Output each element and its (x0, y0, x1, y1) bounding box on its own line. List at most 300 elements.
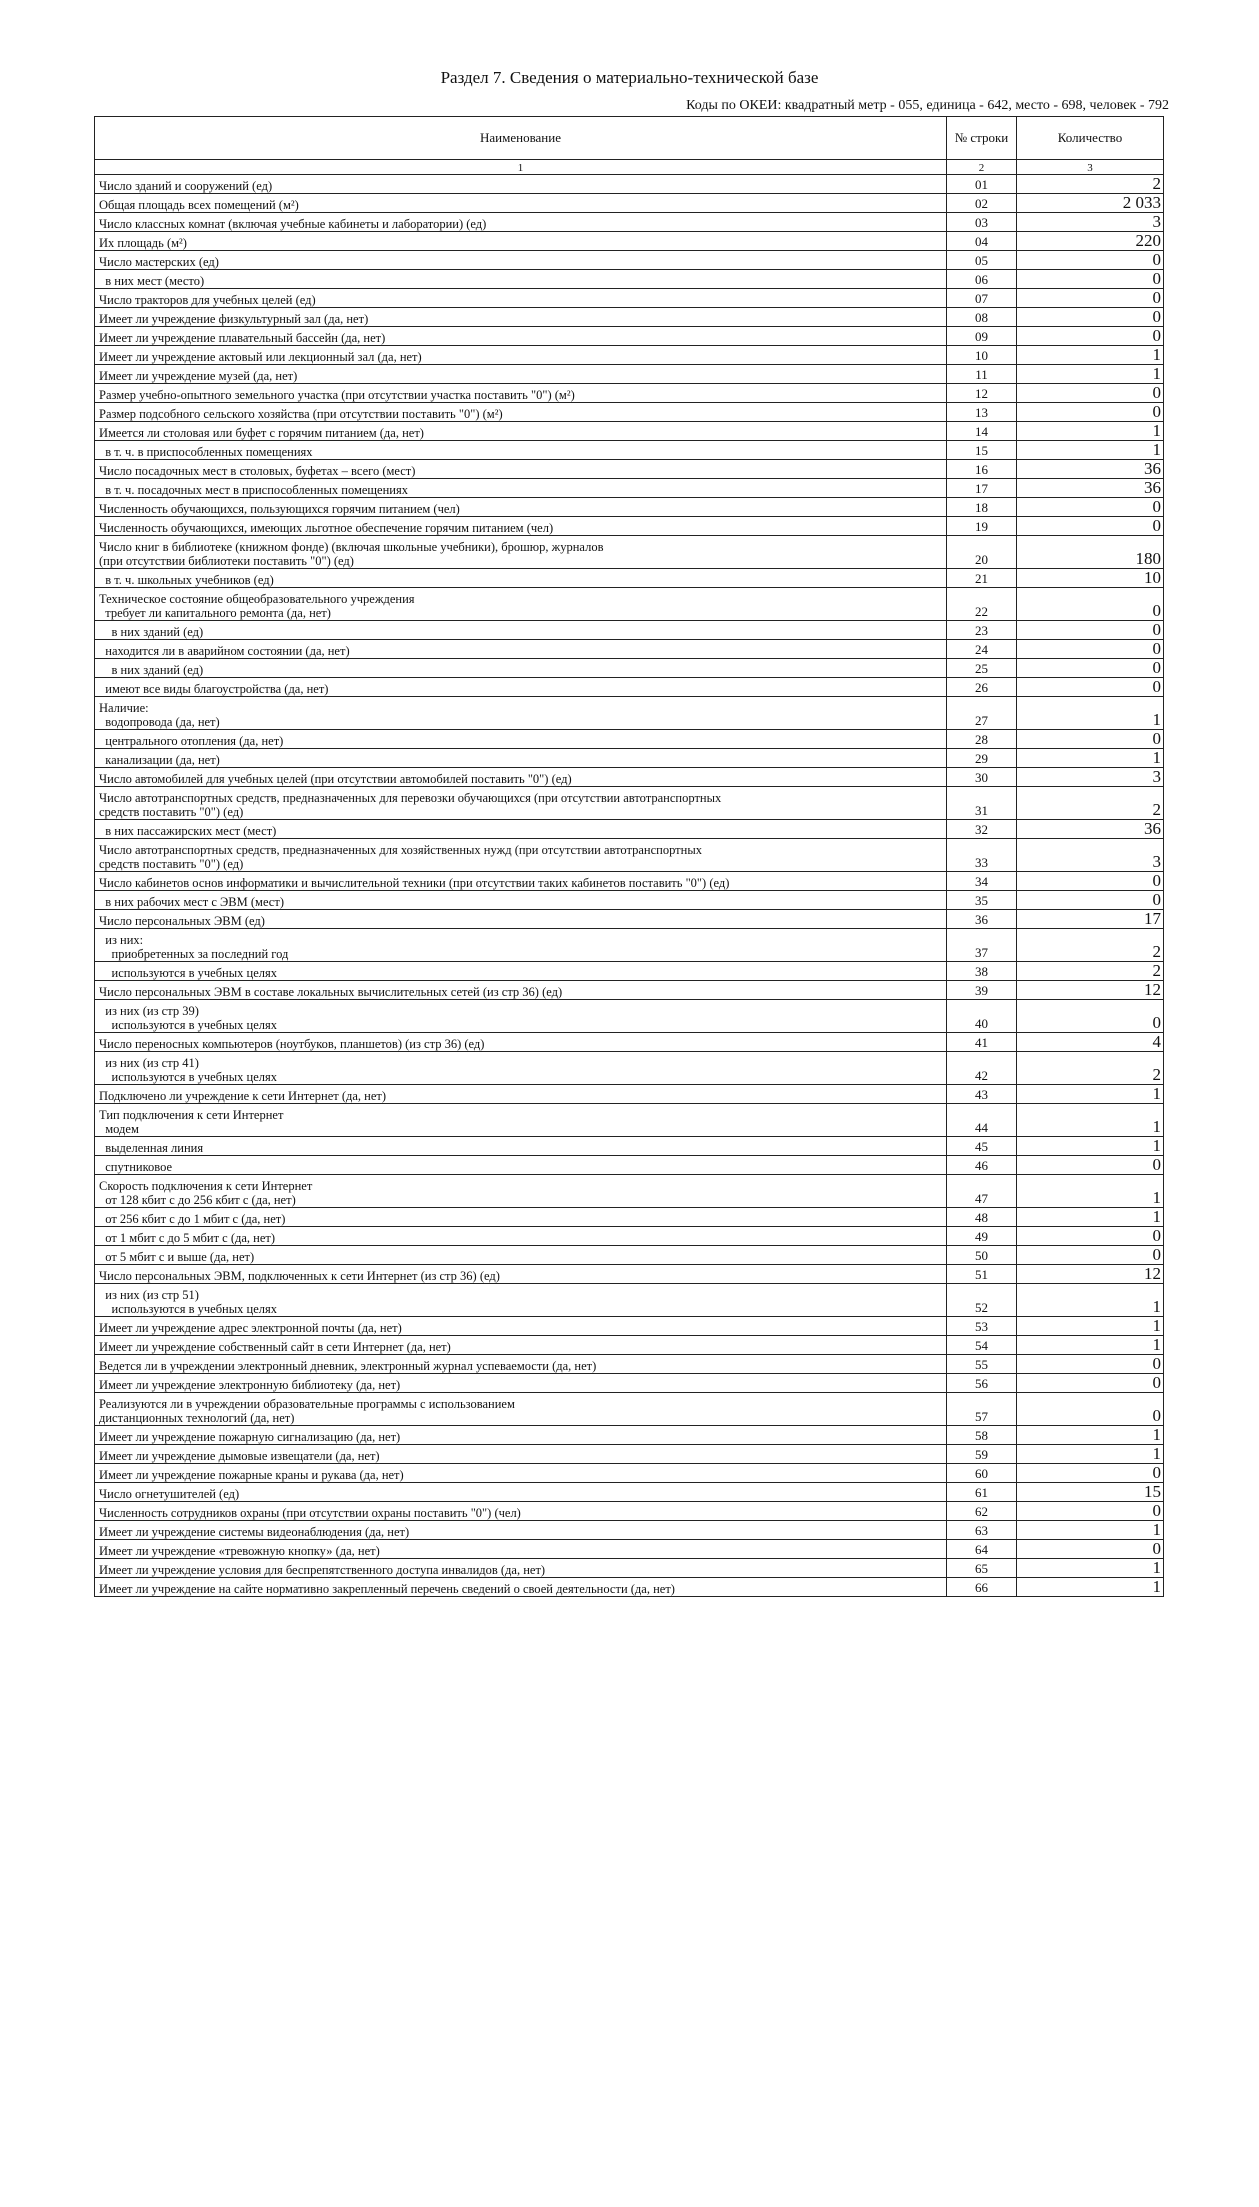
row-quantity: 1 (1017, 1137, 1164, 1156)
row-quantity: 1 (1017, 1578, 1164, 1597)
row-quantity: 4 (1017, 1033, 1164, 1052)
row-name-line: в них пассажирских мест (мест) (99, 824, 277, 838)
row-quantity: 2 (1017, 787, 1164, 820)
row-quantity: 1 (1017, 1521, 1164, 1540)
row-name-line: от 128 кбит с до 256 кбит с (да, нет) (99, 1193, 296, 1207)
row-line-number: 28 (947, 730, 1017, 749)
row-quantity: 10 (1017, 569, 1164, 588)
row-name-line: из них (из стр 41) (99, 1056, 199, 1070)
table-row (95, 194, 1164, 213)
row-quantity: 36 (1017, 479, 1164, 498)
row-name (95, 270, 947, 289)
table-row (95, 1464, 1164, 1483)
section-title: Раздел 7. Сведения о материально-технической базе (440, 68, 819, 87)
row-name (95, 697, 947, 730)
row-line-number: 23 (947, 621, 1017, 640)
table-row (95, 270, 1164, 289)
row-name-line: из них (из стр 51) (99, 1288, 199, 1302)
row-quantity: 0 (1017, 1000, 1164, 1033)
row-line-number: 51 (947, 1265, 1017, 1284)
row-quantity: 1 (1017, 1085, 1164, 1104)
row-name (95, 1156, 947, 1175)
table-row (95, 929, 1164, 962)
row-line-number: 64 (947, 1540, 1017, 1559)
row-quantity: 1 (1017, 346, 1164, 365)
row-name (95, 308, 947, 327)
table-row (95, 981, 1164, 1000)
table-row (95, 365, 1164, 384)
row-name (95, 1540, 947, 1559)
row-line-number: 22 (947, 588, 1017, 621)
table-row (95, 1000, 1164, 1033)
row-quantity: 0 (1017, 308, 1164, 327)
row-name-line: Численность обучающихся, пользующихся горячим питанием (чел) (99, 502, 460, 516)
row-line-number: 03 (947, 213, 1017, 232)
row-name-line: в т. ч. посадочных мест в приспособленных помещениях (99, 483, 408, 497)
table-row (95, 346, 1164, 365)
row-name-line: Имеет ли учреждение электронную библиотеку (да, нет) (99, 1378, 401, 1392)
row-name (95, 536, 947, 569)
row-line-number: 39 (947, 981, 1017, 1000)
row-line-number: 57 (947, 1393, 1017, 1426)
col-header-line-number: № строки (947, 117, 1017, 160)
row-line-number: 35 (947, 891, 1017, 910)
row-quantity: 36 (1017, 460, 1164, 479)
row-quantity: 1 (1017, 1445, 1164, 1464)
row-name (95, 1521, 947, 1540)
row-name-line: Число зданий и сооружений (ед) (99, 179, 273, 193)
row-name-line: Имеет ли учреждение собственный сайт в сети Интернет (да, нет) (99, 1340, 451, 1354)
table-row (95, 1265, 1164, 1284)
row-name-line: Имеет ли учреждение физкультурный зал (да, нет) (99, 312, 369, 326)
row-name (95, 251, 947, 270)
table-row (95, 1246, 1164, 1265)
row-quantity: 3 (1017, 839, 1164, 872)
row-line-number: 12 (947, 384, 1017, 403)
row-name-line: спутниковое (99, 1160, 173, 1174)
row-name-line: от 5 мбит с и выше (да, нет) (99, 1250, 255, 1264)
row-line-number: 08 (947, 308, 1017, 327)
row-name (95, 1317, 947, 1336)
row-line-number: 11 (947, 365, 1017, 384)
row-name-line: выделенная линия (99, 1141, 204, 1155)
row-name-line: имеют все виды благоустройства (да, нет) (99, 682, 329, 696)
row-line-number: 16 (947, 460, 1017, 479)
row-name-line: водопровода (да, нет) (99, 715, 220, 729)
table-row (95, 1445, 1164, 1464)
table-row (95, 289, 1164, 308)
row-name-line: Их площадь (м²) (99, 236, 187, 250)
row-line-number: 44 (947, 1104, 1017, 1137)
table-row (95, 768, 1164, 787)
row-name (95, 1000, 947, 1033)
row-quantity: 1 (1017, 1317, 1164, 1336)
row-line-number: 31 (947, 787, 1017, 820)
row-name-line: в т. ч. в приспособленных помещениях (99, 445, 313, 459)
row-quantity: 0 (1017, 730, 1164, 749)
row-name-line: Имеет ли учреждение пожарную сигнализацию (да, нет) (99, 1430, 401, 1444)
table-row (95, 697, 1164, 730)
row-name-line: Число классных комнат (включая учебные кабинеты и лаборатории) (ед) (99, 217, 487, 231)
row-quantity: 0 (1017, 1374, 1164, 1393)
row-line-number: 30 (947, 768, 1017, 787)
row-line-number: 07 (947, 289, 1017, 308)
table-row (95, 839, 1164, 872)
table-row (95, 1085, 1164, 1104)
row-name-line: в них зданий (ед) (99, 663, 204, 677)
column-numbers-row (95, 160, 1164, 175)
table-row (95, 1208, 1164, 1227)
row-quantity: 1 (1017, 422, 1164, 441)
row-line-number: 33 (947, 839, 1017, 872)
table-row (95, 308, 1164, 327)
table-body (95, 175, 1164, 1597)
row-name (95, 787, 947, 820)
row-name-line: Число кабинетов основ информатики и вычислительной техники (при отсутствии таких кабинетов поставить "0") (ед) (99, 876, 730, 890)
row-name-line: используются в учебных целях (99, 1302, 277, 1316)
row-name (95, 1374, 947, 1393)
row-name (95, 1336, 947, 1355)
row-name (95, 1355, 947, 1374)
row-line-number: 18 (947, 498, 1017, 517)
row-line-number: 59 (947, 1445, 1017, 1464)
row-quantity: 220 (1017, 232, 1164, 251)
row-name (95, 678, 947, 697)
table-row (95, 962, 1164, 981)
row-line-number: 06 (947, 270, 1017, 289)
row-quantity: 15 (1017, 1483, 1164, 1502)
table-row (95, 460, 1164, 479)
row-name (95, 891, 947, 910)
row-name (95, 1464, 947, 1483)
row-quantity: 0 (1017, 403, 1164, 422)
table-row (95, 1374, 1164, 1393)
row-line-number: 25 (947, 659, 1017, 678)
table-row (95, 621, 1164, 640)
row-name (95, 621, 947, 640)
row-name-line: Подключено ли учреждение к сети Интернет (да, нет) (99, 1089, 387, 1103)
table-row (95, 1033, 1164, 1052)
row-quantity: 1 (1017, 1208, 1164, 1227)
table-header-row (95, 117, 1164, 160)
row-name (95, 403, 947, 422)
row-name (95, 365, 947, 384)
row-quantity: 1 (1017, 1336, 1164, 1355)
row-name (95, 1445, 947, 1464)
table-row (95, 891, 1164, 910)
table-row (95, 536, 1164, 569)
row-line-number: 19 (947, 517, 1017, 536)
row-line-number: 61 (947, 1483, 1017, 1502)
table-row (95, 1426, 1164, 1445)
row-quantity: 1 (1017, 441, 1164, 460)
row-quantity: 0 (1017, 588, 1164, 621)
row-name-line: Имеет ли учреждение «тревожную кнопку» (да, нет) (99, 1544, 380, 1558)
table-row (95, 1137, 1164, 1156)
row-name (95, 498, 947, 517)
row-line-number: 55 (947, 1355, 1017, 1374)
table-row (95, 1284, 1164, 1317)
row-name (95, 1393, 947, 1426)
row-name (95, 768, 947, 787)
table-row (95, 422, 1164, 441)
row-line-number: 58 (947, 1426, 1017, 1445)
row-line-number: 26 (947, 678, 1017, 697)
row-name-line: Число персональных ЭВМ в составе локальных вычислительных сетей (из стр 36) (ед) (99, 985, 563, 999)
row-line-number: 10 (947, 346, 1017, 365)
row-quantity: 0 (1017, 1502, 1164, 1521)
row-name-line: требует ли капитального ремонта (да, нет) (99, 606, 331, 620)
row-name (95, 839, 947, 872)
table-row (95, 910, 1164, 929)
row-line-number: 34 (947, 872, 1017, 891)
row-name-line: используются в учебных целях (99, 966, 277, 980)
row-name-line: используются в учебных целях (99, 1018, 277, 1032)
row-name (95, 1227, 947, 1246)
row-quantity: 2 (1017, 175, 1164, 194)
row-name-line: в них рабочих мест с ЭВМ (мест) (99, 895, 284, 909)
row-line-number: 14 (947, 422, 1017, 441)
table-row (95, 1483, 1164, 1502)
row-quantity: 0 (1017, 270, 1164, 289)
row-line-number: 43 (947, 1085, 1017, 1104)
table-row (95, 498, 1164, 517)
row-name-line: из них: (99, 933, 144, 947)
table-row (95, 1559, 1164, 1578)
row-line-number: 01 (947, 175, 1017, 194)
row-quantity: 0 (1017, 1156, 1164, 1175)
row-quantity: 1 (1017, 1559, 1164, 1578)
row-name-line: Имеет ли учреждение пожарные краны и рукава (да, нет) (99, 1468, 404, 1482)
row-quantity: 36 (1017, 820, 1164, 839)
row-quantity: 12 (1017, 981, 1164, 1000)
row-name (95, 1559, 947, 1578)
row-name-line: в них мест (место) (99, 274, 205, 288)
table-row (95, 1540, 1164, 1559)
row-quantity: 2 (1017, 1052, 1164, 1085)
table-row (95, 872, 1164, 891)
row-name-line: (при отсутствии библиотеки поставить "0") (ед) (99, 554, 354, 568)
row-line-number: 56 (947, 1374, 1017, 1393)
row-quantity: 0 (1017, 678, 1164, 697)
row-name-line: от 256 кбит с до 1 мбит с (да, нет) (99, 1212, 286, 1226)
row-name (95, 1578, 947, 1597)
row-name (95, 1137, 947, 1156)
row-quantity: 0 (1017, 327, 1164, 346)
row-quantity: 0 (1017, 891, 1164, 910)
row-name-line: Размер учебно-опытного земельного участка (при отсутствии участка поставить "0") (м²) (99, 388, 575, 402)
row-name (95, 962, 947, 981)
row-line-number: 32 (947, 820, 1017, 839)
row-quantity: 2 (1017, 929, 1164, 962)
row-name-line: используются в учебных целях (99, 1070, 277, 1084)
table-row (95, 1502, 1164, 1521)
table-row (95, 251, 1164, 270)
row-quantity: 17 (1017, 910, 1164, 929)
row-quantity: 0 (1017, 1227, 1164, 1246)
table-row (95, 1175, 1164, 1208)
row-name-line: Тип подключения к сети Интернет (99, 1108, 284, 1122)
row-quantity: 0 (1017, 1355, 1164, 1374)
table-row (95, 517, 1164, 536)
row-name-line: Общая площадь всех помещений (м²) (99, 198, 299, 212)
row-line-number: 04 (947, 232, 1017, 251)
row-line-number: 36 (947, 910, 1017, 929)
row-quantity: 0 (1017, 251, 1164, 270)
row-name (95, 1208, 947, 1227)
row-name-line: Скорость подключения к сети Интернет (99, 1179, 313, 1193)
row-name (95, 194, 947, 213)
row-line-number: 48 (947, 1208, 1017, 1227)
row-name-line: Реализуются ли в учреждении образовательные программы с использованием (99, 1397, 515, 1411)
row-name (95, 479, 947, 498)
row-name (95, 517, 947, 536)
row-quantity: 0 (1017, 872, 1164, 891)
table-row (95, 175, 1164, 194)
row-line-number: 62 (947, 1502, 1017, 1521)
table-row (95, 327, 1164, 346)
row-name (95, 327, 947, 346)
row-quantity: 1 (1017, 365, 1164, 384)
row-name-line: Число персональных ЭВМ (ед) (99, 914, 265, 928)
row-name (95, 1104, 947, 1137)
table-row (95, 1156, 1164, 1175)
row-quantity: 1 (1017, 1426, 1164, 1445)
row-line-number: 63 (947, 1521, 1017, 1540)
row-name-line: находится ли в аварийном состоянии (да, нет) (99, 644, 350, 658)
table-row (95, 1578, 1164, 1597)
row-name-line: Численность сотрудников охраны (при отсутствии охраны поставить "0") (чел) (99, 1506, 521, 1520)
row-name-line: Число посадочных мест в столовых, буфетах – всего (мест) (99, 464, 416, 478)
row-name (95, 659, 947, 678)
row-name (95, 1085, 947, 1104)
row-quantity: 1 (1017, 1284, 1164, 1317)
row-name-line: Число автотранспортных средств, предназначенных для перевозки обучающихся (при отсутствии автотранспортных (99, 791, 722, 805)
row-name (95, 872, 947, 891)
row-quantity: 0 (1017, 289, 1164, 308)
row-name-line: Число автотранспортных средств, предназначенных для хозяйственных нужд (при отсутствии автотранспортных (99, 843, 702, 857)
row-quantity: 0 (1017, 640, 1164, 659)
row-name (95, 213, 947, 232)
row-name-line: средств поставить "0") (ед) (99, 805, 244, 819)
table-row (95, 1355, 1164, 1374)
row-line-number: 09 (947, 327, 1017, 346)
row-name-line: Численность обучающихся, имеющих льготное обеспечение горячим питанием (чел) (99, 521, 554, 535)
row-name (95, 640, 947, 659)
row-name-line: Число персональных ЭВМ, подключенных к сети Интернет (из стр 36) (ед) (99, 1269, 500, 1283)
table-row (95, 1393, 1164, 1426)
row-name-line: приобретенных за последний год (99, 947, 289, 961)
row-name (95, 1426, 947, 1445)
row-line-number: 45 (947, 1137, 1017, 1156)
row-quantity: 1 (1017, 1175, 1164, 1208)
row-quantity: 0 (1017, 659, 1164, 678)
row-quantity: 1 (1017, 1104, 1164, 1137)
row-line-number: 42 (947, 1052, 1017, 1085)
table-row (95, 749, 1164, 768)
table-row (95, 659, 1164, 678)
row-name-line: Имеет ли учреждение плавательный бассейн (да, нет) (99, 331, 386, 345)
row-quantity: 12 (1017, 1265, 1164, 1284)
row-quantity: 0 (1017, 1464, 1164, 1483)
col-number: 1 (95, 160, 947, 175)
row-name (95, 289, 947, 308)
row-quantity: 2 033 (1017, 194, 1164, 213)
row-name-line: Ведется ли в учреждении электронный дневник, электронный журнал успеваемости (да, нет) (99, 1359, 597, 1373)
row-name (95, 749, 947, 768)
row-name (95, 346, 947, 365)
row-name-line: Имеет ли учреждение системы видеонаблюдения (да, нет) (99, 1525, 410, 1539)
table-row (95, 569, 1164, 588)
row-line-number: 53 (947, 1317, 1017, 1336)
row-line-number: 41 (947, 1033, 1017, 1052)
row-name (95, 929, 947, 962)
row-line-number: 66 (947, 1578, 1017, 1597)
row-name-line: Имеет ли учреждение на сайте нормативно закрепленный перечень сведений о своей деятельности (да, нет) (99, 1582, 675, 1596)
row-name-line: Размер подсобного сельского хозяйства (при отсутствии поставить "0") (м²) (99, 407, 503, 421)
row-name (95, 460, 947, 479)
row-name (95, 981, 947, 1000)
row-quantity: 0 (1017, 621, 1164, 640)
row-quantity: 0 (1017, 1246, 1164, 1265)
row-name (95, 1265, 947, 1284)
row-line-number: 49 (947, 1227, 1017, 1246)
col-number: 3 (1017, 160, 1164, 175)
row-name-line: канализации (да, нет) (99, 753, 220, 767)
table-row (95, 441, 1164, 460)
row-line-number: 47 (947, 1175, 1017, 1208)
row-name (95, 1483, 947, 1502)
table-row (95, 1317, 1164, 1336)
row-line-number: 02 (947, 194, 1017, 213)
table-row (95, 820, 1164, 839)
col-number: 2 (947, 160, 1017, 175)
row-name-line: Имеет ли учреждение условия для беспрепятственного доступа инвалидов (да, нет) (99, 1563, 546, 1577)
table-row (95, 640, 1164, 659)
row-line-number: 52 (947, 1284, 1017, 1317)
table-row (95, 787, 1164, 820)
row-name-line: Число мастерских (ед) (99, 255, 219, 269)
table-row (95, 232, 1164, 251)
row-line-number: 65 (947, 1559, 1017, 1578)
row-name-line: Число автомобилей для учебных целей (при отсутствии автомобилей поставить "0") (ед) (99, 772, 572, 786)
table-row (95, 479, 1164, 498)
row-name-line: Число книг в библиотеке (книжном фонде) (включая школьные учебники), брошюр, журналов (99, 540, 604, 554)
row-name (95, 175, 947, 194)
row-name-line: Число переносных компьютеров (ноутбуков, планшетов) (из стр 36) (ед) (99, 1037, 485, 1051)
row-name (95, 1246, 947, 1265)
row-line-number: 54 (947, 1336, 1017, 1355)
row-line-number: 37 (947, 929, 1017, 962)
row-name-line: средств поставить "0") (ед) (99, 857, 244, 871)
row-name (95, 1284, 947, 1317)
row-quantity: 1 (1017, 749, 1164, 768)
row-quantity: 3 (1017, 768, 1164, 787)
row-line-number: 50 (947, 1246, 1017, 1265)
row-quantity: 2 (1017, 962, 1164, 981)
row-name-line: Имеется ли столовая или буфет с горячим питанием (да, нет) (99, 426, 424, 440)
row-quantity: 0 (1017, 1540, 1164, 1559)
row-name (95, 441, 947, 460)
row-name-line: центрального отопления (да, нет) (99, 734, 284, 748)
row-line-number: 20 (947, 536, 1017, 569)
row-name-line: из них (из стр 39) (99, 1004, 199, 1018)
row-line-number: 24 (947, 640, 1017, 659)
table-row (95, 1227, 1164, 1246)
row-line-number: 17 (947, 479, 1017, 498)
row-name (95, 1502, 947, 1521)
table-row (95, 1336, 1164, 1355)
